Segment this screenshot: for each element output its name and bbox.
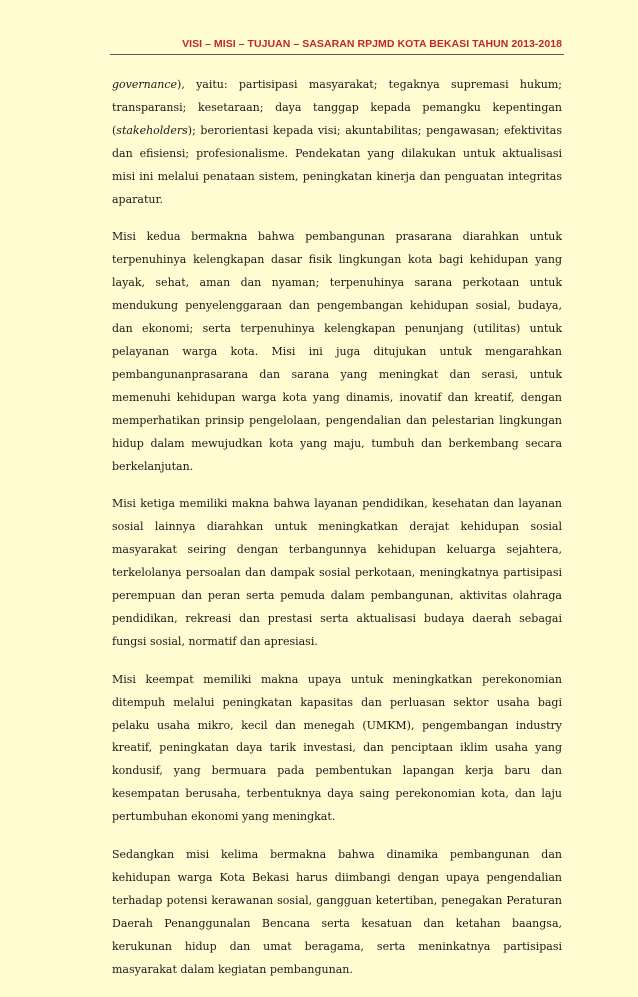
italic-term: stakeholders (116, 123, 188, 137)
running-header: VISI – MISI – TUJUAN – SASARAN RPJMD KOTA BEKASI TAHUN 2013-2018 (182, 38, 562, 50)
paragraph-governance (112, 74, 562, 211)
paragraph-misi-keempat (112, 669, 562, 829)
paragraph-text: Misi kedua bermakna bahwa pembangunan prasarana diarahkan untuk terpenuhinya kelengkapan dasar fisik lingkungan kota bagi kehidupan yang layak, sehat, aman dan nyaman; terpenuhinya sarana perkotaan untuk mendukung penyelenggaraan dan pengembangan kehidupan sosial, budaya, dan ekonomi; serta terpenuhinya kelengkapan penunjang (utilitas) untuk pelayanan warga kota. Misi ini juga ditujukan untuk mengarahkan pembangunanprasarana dan sarana yang meningkat dan serasi, untuk memenuhi kehidupan warga kota yang dinamis, inovatif dan kreatif, dengan memperhatikan prinsip pengelolaan, pengendalian dan pelestarian lingkungan hidup dalam mewujudkan kota yang maju, tumbuh dan berkembang secara berkelanjutan. (112, 230, 562, 473)
page-body (112, 74, 562, 997)
paragraph-text: ); berorientasi kepada visi; akuntabilitas; pengawasan; efektivitas dan efisiensi; profesionalisme. Pendekatan yang dilakukan untuk aktualisasi misi ini melalui penataan sistem, peningkatan kinerja dan penguatan integritas aparatur. (112, 123, 562, 206)
paragraph-text: ), yaitu: partisipasi masyarakat; tegaknya supremasi hukum; transparansi; kesetaraan; daya tanggap kepada pemangku kepentingan ( (112, 78, 562, 137)
paragraph-text: Sedangkan misi kelima bermakna bahwa dinamika pembangunan dan kehidupan warga Kota Bekasi harus diimbangi dengan upaya pengendalian terhadap potensi kerawanan sosial, gangguan ketertiban, penegakan Peraturan Daerah Penanggunalan Bencana serta kesatuan dan ketahan baangsa, kerukunan hidup dan umat beragama, serta meninkatnya partisipasi masyarakat dalam kegiatan pembangunan. (112, 848, 562, 976)
paragraph-text: Misi keempat memiliki makna upaya untuk meningkatkan perekonomian ditempuh melalui peningkatan kapasitas dan perluasan sektor usaha bagi pelaku usaha mikro, kecil dan menegah (UMKM), pengembangan industry kreatif, peningkatan daya tarik investasi, dan penciptaan iklim usaha yang kondusif, yang bermuara pada pembentukan lapangan kerja baru dan kesempatan berusaha, terbentuknya daya saing perekonomian kota, dan laju pertumbuhan ekonomi yang meningkat. (112, 672, 562, 824)
paragraph-misi-kedua (112, 226, 562, 478)
italic-term: governance (112, 78, 178, 91)
paragraph-misi-ketiga (112, 493, 562, 653)
paragraph-text: Misi ketiga memiliki makna bahwa layanan pendidikan, kesehatan dan layanan sosial lainnya diarahkan untuk meningkatkan derajat kehidupan sosial masyarakat seiring dengan terbangunnya kehidupan keluarga sejahtera, terkelolanya persoalan dan dampak sosial perkotaan, meningkatnya partisipasi perempuan dan peran serta pemuda dalam pembangunan, aktivitas olahraga pendidikan, rekreasi dan prestasi serta aktualisasi budaya daerah sebagai fungsi sosial, normatif dan apresiasi. (112, 497, 562, 648)
paragraph-misi-kelima (112, 844, 562, 981)
header-divider (110, 54, 564, 55)
